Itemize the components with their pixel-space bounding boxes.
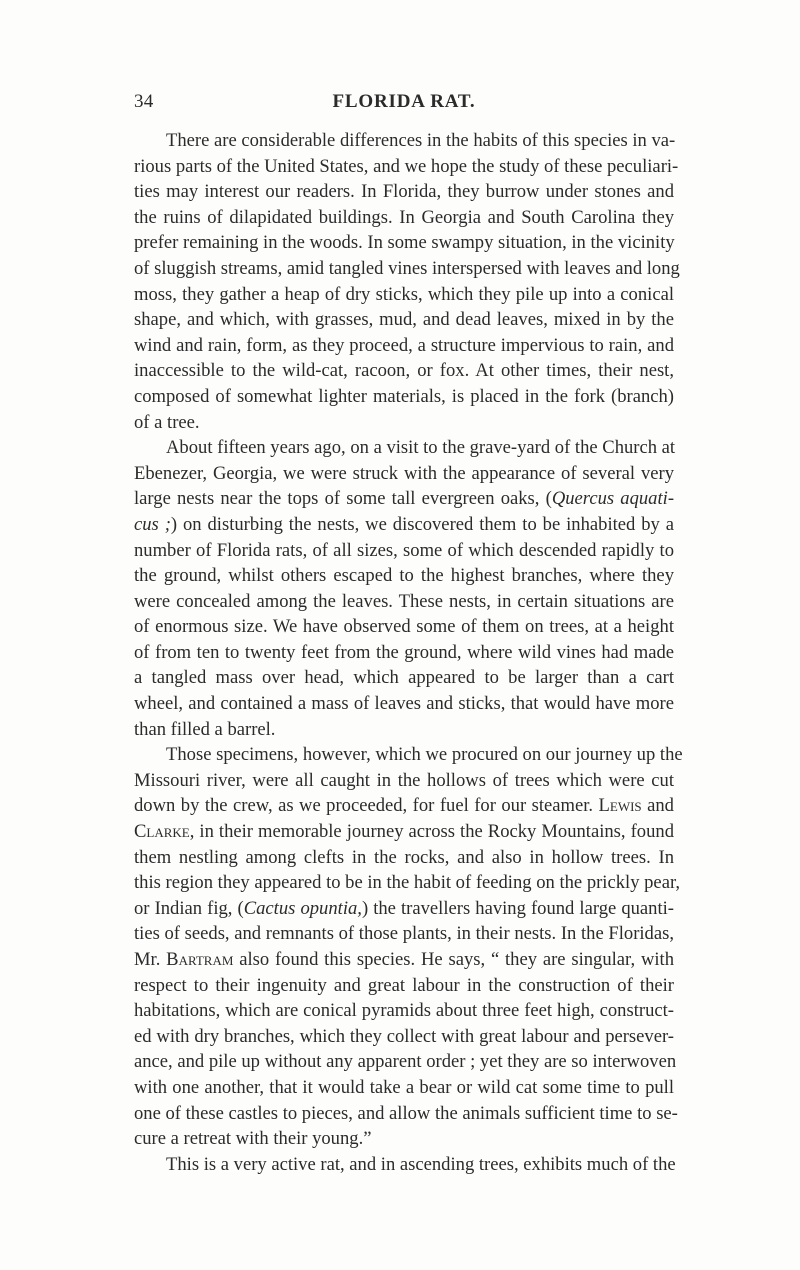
text-line: cure a retreat with their young.” (134, 1128, 372, 1150)
text-line: were concealed among the leaves. These nests, in certain situations are (134, 590, 674, 612)
page-number: 34 (134, 91, 154, 112)
text-line: a tangled mass over head, which appeared to be larger than a cart (134, 667, 674, 689)
text-line: ties may interest our readers. In Florida, they burrow under stones and (134, 181, 674, 203)
species-name: Quercus aquati- (551, 488, 675, 510)
text-line: Missouri river, were all caught in the hollows of trees which were cut (134, 769, 674, 791)
text-segment: down by the crew, as we proceeded, for fuel for our steamer. (134, 795, 594, 817)
text-segment: and (647, 795, 674, 817)
text-line: ed with dry branches, which they collect with great labour and persever- (134, 1025, 674, 1047)
text-line: the ruins of dilapidated buildings. In Georgia and South Carolina they (134, 206, 674, 228)
text-line: one of these castles to pieces, and allow the animals sufficient time to se- (134, 1102, 678, 1124)
text-line: this region they appeared to be in the habit of feeding on the prickly pear, (134, 872, 681, 894)
text-segment: , in their memorable journey across the Rocky Mountains, found (189, 821, 674, 843)
text-line: Ebenezer, Georgia, we were struck with the appearance of several very (134, 462, 674, 484)
text-line: number of Florida rats, of all sizes, some of which descended rapidly to (134, 539, 674, 561)
text-line: habitations, which are conical pyramids about three feet high, construct- (134, 1000, 674, 1022)
text-line: of from ten to twenty feet from the ground, where wild vines had made (134, 641, 674, 663)
text-line: composed of somewhat lighter materials, is placed in the fork (branch) (134, 385, 674, 407)
text-line: wheel, and contained a mass of leaves and sticks, that would have more (134, 693, 674, 715)
text-segment: ) the travellers having found large quanti- (361, 897, 674, 919)
text-segment: also found this species. He says, “ they are singular, with (239, 949, 674, 970)
text-line: respect to their ingenuity and great labour in the construction of their (134, 974, 674, 996)
text-line: inaccessible to the wild-cat, racoon, or fox. At other times, their nest, (134, 360, 674, 382)
text-line: wind and rain, form, as they proceed, a structure impervious to rain, and (134, 334, 674, 356)
text-line: ance, and pile up without any apparent order ; yet they are so interwoven (134, 1051, 677, 1073)
person-name: Bartram (166, 949, 234, 970)
species-name: Cactus opuntia, (243, 897, 362, 919)
text-line: ties of seeds, and remnants of those plants, in their nests. In the Floridas, (134, 923, 674, 945)
person-name: Clarke (134, 821, 190, 843)
species-name: cus ; (134, 513, 171, 535)
text-line (134, 512, 674, 538)
text-line: of enormous size. We have observed some of them on trees, at a height (134, 616, 674, 638)
text-line: with one another, that it would take a bear or wild cat some time to pull (134, 1076, 674, 1098)
body-text (134, 128, 683, 1177)
text-line: Those specimens, however, which we procured on our journey up the (166, 744, 683, 766)
text-line: There are considerable differences in the habits of this species in va- (166, 130, 676, 151)
text-segment: large nests near the tops of some tall evergreen oaks, ( (134, 488, 552, 510)
text-line: of a tree. (134, 411, 200, 433)
running-title: FLORIDA RAT. (332, 91, 476, 112)
text-line (134, 819, 674, 845)
text-line: rious parts of the United States, and we hope the study of these peculiari- (134, 155, 679, 177)
text-line: than filled a barrel. (134, 718, 276, 740)
text-segment: ) on disturbing the nests, we discovered them to be inhabited by a (170, 513, 674, 535)
text-line: of sluggish streams, amid tangled vines interspersed with leaves and long (134, 257, 680, 279)
text-line (134, 486, 674, 512)
text-line: This is a very active rat, and in ascending trees, exhibits much of the (166, 1153, 676, 1175)
text-line: About fifteen years ago, on a visit to the grave-yard of the Church at (166, 437, 676, 459)
text-line: the ground, whilst others escaped to the highest branches, where they (134, 565, 674, 587)
text-segment: Mr. (134, 949, 161, 970)
person-name: Lewis (598, 795, 642, 817)
text-line: prefer remaining in the woods. In some swampy situation, in the vicinity (134, 232, 675, 254)
text-line (134, 793, 674, 819)
text-line (134, 896, 674, 922)
text-line: shape, and which, with grasses, mud, and dead leaves, mixed in by the (134, 309, 674, 331)
text-line (134, 947, 674, 973)
text-line: them nestling among clefts in the rocks, and also in hollow trees. In (134, 846, 674, 868)
running-head (134, 91, 674, 119)
text-line: moss, they gather a heap of dry sticks, which they pile up into a conical (134, 283, 674, 305)
text-segment: or Indian fig, ( (134, 897, 244, 919)
